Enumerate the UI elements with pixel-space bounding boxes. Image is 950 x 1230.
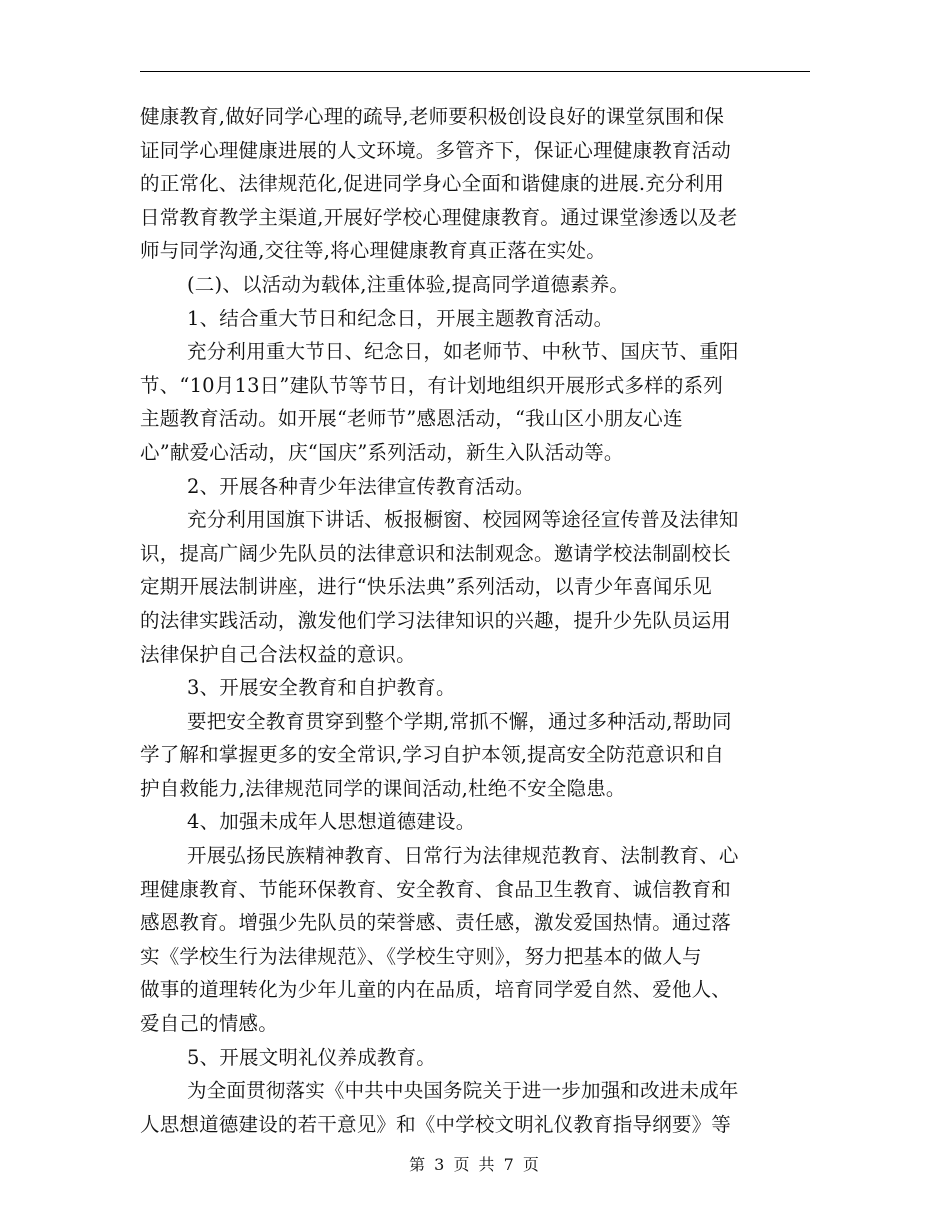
header-rule bbox=[140, 71, 810, 72]
text-line: 法律保护自己合法权益的意识。 bbox=[140, 642, 416, 666]
text-line: 日常教育教学主渠道,开展好学校心理健康教育。通过课堂渗透以及老 bbox=[140, 205, 738, 229]
text-line: 主题教育活动。如开展“老师节”感恩活动，“我山区小朋友心连 bbox=[140, 407, 683, 431]
text-line: (二)、以活动为载体,注重体验,提高同学道德素养。 bbox=[187, 272, 630, 296]
text-line: 1、结合重大节日和纪念日，开展主题教育活动。 bbox=[187, 306, 614, 330]
text-line: 为全面贯彻落实《中共中央国务院关于进一步加强和改进未成年 bbox=[187, 1079, 739, 1103]
text-line: 的正常化、法律规范化,促进同学身心全面和谐健康的进展.充分利用 bbox=[140, 172, 725, 196]
text-line: 护自救能力,法律规范同学的课间活动,杜绝不安全隐患。 bbox=[140, 776, 626, 800]
text-line: 师与同学沟通,交往等,将心理健康教育真正落在实处。 bbox=[140, 239, 606, 263]
text-line: 识，提高广阔少先队员的法律意识和法制观念。邀请学校法制副校长 bbox=[140, 541, 732, 565]
text-line: 健康教育,做好同学心理的疏导,老师要积极创设良好的课堂氛围和保 bbox=[140, 105, 725, 128]
text-line: 的法律实践活动，激发他们学习法律知识的兴趣，提升少先队员运用 bbox=[140, 608, 732, 632]
text-line: 4、加强未成年人思想道德建设。 bbox=[187, 810, 476, 834]
text-line: 学了解和掌握更多的安全常识,学习自护本领,提高安全防范意识和自 bbox=[140, 743, 725, 767]
text-line: 充分利用国旗下讲话、板报橱窗、校园网等途径宣传普及法律知 bbox=[187, 508, 739, 532]
text-line: 心”献爱心活动，庆“国庆”系列活动，新生入队活动等。 bbox=[140, 440, 624, 464]
text-line: 爱自己的情感。 bbox=[140, 1012, 278, 1036]
document-body bbox=[140, 100, 812, 1141]
text-line: 节、“10月13日”建队节等节日，有计划地组织开展形式多样的系列 bbox=[140, 373, 723, 397]
text-line: 证同学心理健康进展的人文环境。多管齐下，保证心理健康教育活动 bbox=[140, 138, 732, 162]
text-line: 5、开展文明礼仪养成教育。 bbox=[187, 1045, 437, 1069]
text-line: 感恩教育。增强少先队员的荣誉感、责任感，激发爱国热情。通过落 bbox=[140, 911, 732, 935]
text-line: 做事的道理转化为少年儿童的内在品质，培育同学爱自然、爱他人、 bbox=[140, 978, 732, 1002]
text-line: 充分利用重大节日、纪念日，如老师节、中秋节、国庆节、重阳 bbox=[187, 340, 739, 364]
text-line: 开展弘扬民族精神教育、日常行为法律规范教育、法制教育、心 bbox=[187, 844, 739, 868]
text-line: 人思想道德建设的若干意见》和《中学校文明礼仪教育指导纲要》等 bbox=[140, 1112, 732, 1136]
text-line: 定期开展法制讲座，进行“快乐法典”系列活动，以青少年喜闻乐见 bbox=[140, 575, 712, 599]
text-line: 要把安全教育贯穿到整个学期,常抓不懈，通过多种活动,帮助同 bbox=[187, 709, 732, 733]
text-line: 理健康教育、节能环保教育、安全教育、食品卫生教育、诚信教育和 bbox=[140, 877, 732, 901]
text-line: 2、开展各种青少年法律宣传教育活动。 bbox=[187, 474, 535, 498]
text-line: 实《学校生行为法律规范》、《学校生守则》，努力把基本的做人与 bbox=[140, 944, 702, 968]
page-footer: 第 3 页 共 7 页 bbox=[409, 1155, 541, 1174]
text-line: 3、开展安全教育和自护教育。 bbox=[187, 676, 456, 700]
